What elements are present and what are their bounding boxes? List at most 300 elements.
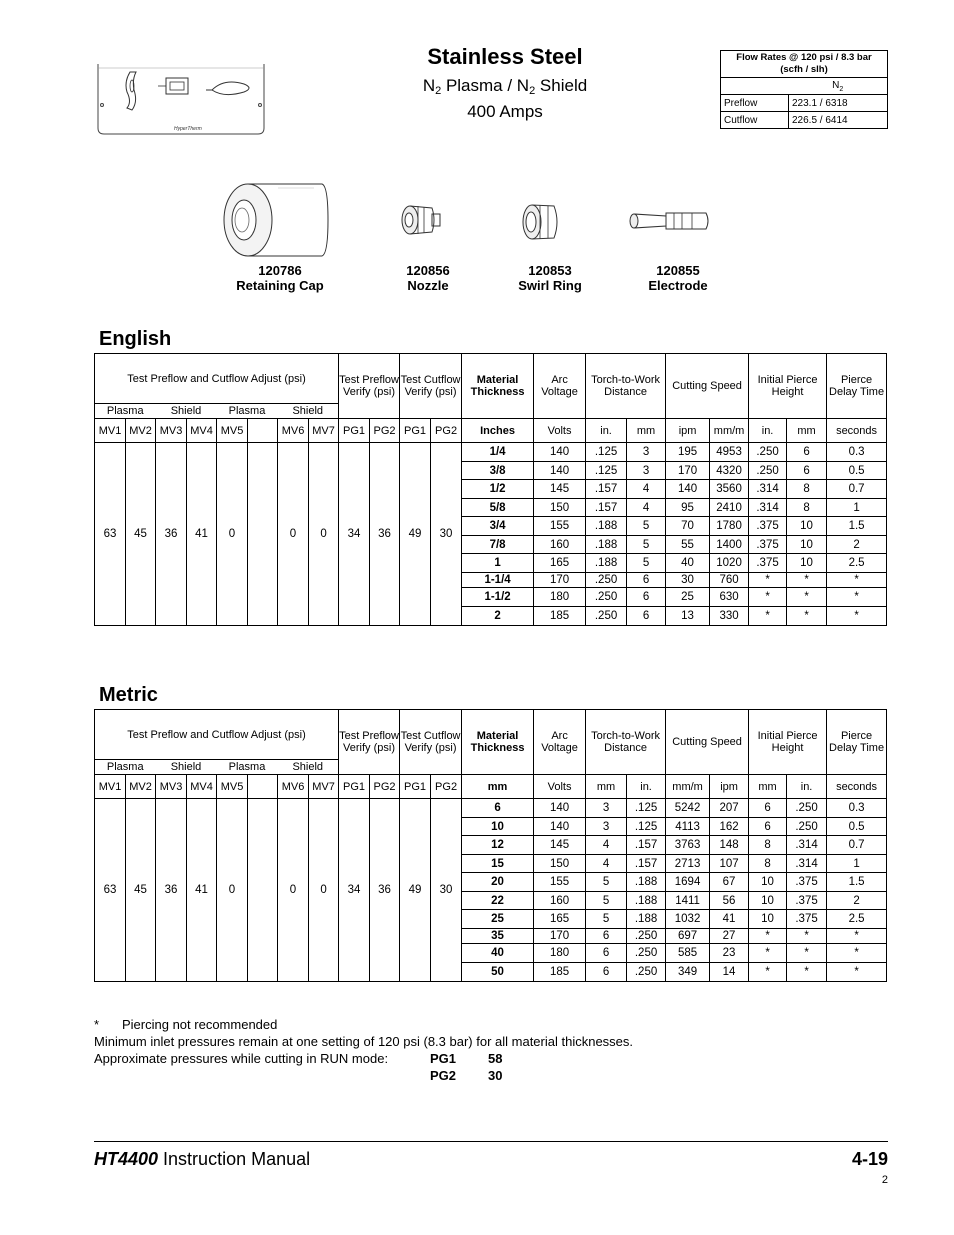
data-cell: 4320 xyxy=(710,462,749,480)
data-cell: 1-1/4 xyxy=(462,573,534,588)
data-cell: * xyxy=(787,963,827,982)
setting-cell: 34 xyxy=(339,443,370,626)
unit-cell: in. xyxy=(627,775,666,799)
data-cell: 10 xyxy=(787,536,827,554)
data-cell: .250 xyxy=(627,944,666,963)
data-cell: 95 xyxy=(666,499,710,517)
data-cell: 35 xyxy=(462,929,534,944)
unit-cell: in. xyxy=(749,419,787,443)
page-number: 4-19 xyxy=(851,1149,888,1169)
material-header: Material Thickness xyxy=(462,354,534,419)
setting-cell: 30 xyxy=(431,443,462,626)
data-cell: * xyxy=(827,607,887,626)
setting-cell: 41 xyxy=(187,799,217,982)
data-cell: 1/4 xyxy=(462,443,534,462)
pierce-height-header: Initial Pierce Height xyxy=(749,354,827,419)
data-cell: 140 xyxy=(534,799,586,818)
data-cell: 4 xyxy=(586,836,627,855)
data-cell: 1 xyxy=(827,855,887,873)
english-cut-chart-table xyxy=(94,353,887,626)
unit-cell: Volts xyxy=(534,419,586,443)
data-cell: * xyxy=(787,607,827,626)
adjust-header: Test Preflow and Cutflow Adjust (psi) xyxy=(95,710,339,760)
data-cell: 140 xyxy=(666,480,710,499)
unit-cell: Volts xyxy=(534,775,586,799)
data-cell: 155 xyxy=(534,517,586,536)
swirl-ring-drawing xyxy=(518,200,562,244)
data-cell: .314 xyxy=(749,499,787,517)
data-cell: 1020 xyxy=(710,554,749,573)
data-cell: 5 xyxy=(586,892,627,910)
footer-rule xyxy=(94,1141,888,1142)
data-cell: 1 xyxy=(827,499,887,517)
data-cell: 3 xyxy=(586,799,627,818)
arc-voltage-header: Arc Voltage xyxy=(534,354,586,419)
metric-section-title: Metric xyxy=(99,684,158,706)
data-cell: 170 xyxy=(534,573,586,588)
setting-cell: 45 xyxy=(126,799,156,982)
test-cutflow-header: Test Cutflow Verify (psi) xyxy=(400,354,462,419)
table-row xyxy=(95,799,887,818)
data-cell: .375 xyxy=(749,517,787,536)
data-cell: * xyxy=(827,573,887,588)
data-cell: 1-1/2 xyxy=(462,588,534,607)
data-cell: 50 xyxy=(462,963,534,982)
data-cell: 165 xyxy=(534,554,586,573)
pierce-delay-header: Pierce Delay Time xyxy=(827,710,887,775)
unit-cell: mm xyxy=(586,775,627,799)
shield-group-label-2: Shield xyxy=(278,404,339,419)
unit-cell: MV1 xyxy=(95,419,126,443)
unit-cell: mm xyxy=(627,419,666,443)
pg2-label: PG2 xyxy=(430,1068,457,1083)
manual-title: HT4400 Instruction Manual xyxy=(94,1149,311,1169)
unit-cell: MV3 xyxy=(156,775,187,799)
data-cell: * xyxy=(749,929,787,944)
data-cell: 5 xyxy=(627,517,666,536)
data-cell: 0.5 xyxy=(827,818,887,836)
arc-voltage-header: Arc Voltage xyxy=(534,710,586,775)
data-cell: .157 xyxy=(627,836,666,855)
consumable-retaining-cap: 120786 Retaining Cap xyxy=(236,263,324,293)
data-cell: .125 xyxy=(627,818,666,836)
data-cell: 1780 xyxy=(710,517,749,536)
data-cell: * xyxy=(827,944,887,963)
data-cell: 27 xyxy=(710,929,749,944)
data-cell: 20 xyxy=(462,873,534,892)
sheet-number: 2 xyxy=(881,1174,888,1186)
setting-cell xyxy=(248,443,278,626)
consumable-swirl-ring: 120853 Swirl Ring xyxy=(518,263,582,293)
speed-header: Cutting Speed xyxy=(666,354,749,419)
unit-cell: PG2 xyxy=(370,775,400,799)
torch-brand-label: HyperTherm xyxy=(174,126,202,132)
data-cell: 6 xyxy=(787,462,827,480)
data-cell: .188 xyxy=(627,892,666,910)
data-cell: * xyxy=(827,929,887,944)
data-cell: 8 xyxy=(749,836,787,855)
unit-cell: MV6 xyxy=(278,775,309,799)
data-cell: 697 xyxy=(666,929,710,944)
data-cell: 140 xyxy=(534,818,586,836)
consumable-electrode: 120855 Electrode xyxy=(648,263,708,293)
data-cell: .250 xyxy=(787,818,827,836)
note-inlet-pressure: Minimum inlet pressures remain at one setting of 120 psi (8.3 bar) for all material thicknesses. xyxy=(94,1034,634,1049)
unit-cell: seconds xyxy=(827,775,887,799)
data-cell: 150 xyxy=(534,855,586,873)
unit-cell: PG1 xyxy=(339,419,370,443)
data-cell: .250 xyxy=(787,799,827,818)
unit-cell: MV7 xyxy=(309,775,339,799)
data-cell: 6 xyxy=(586,963,627,982)
data-cell: 140 xyxy=(534,443,586,462)
flow-row-cutflow: Cutflow 226.5 / 6414 xyxy=(721,112,888,129)
setting-cell: 36 xyxy=(156,799,187,982)
data-cell: .125 xyxy=(627,799,666,818)
setting-cell: 0 xyxy=(278,443,309,626)
unit-cell: PG2 xyxy=(370,419,400,443)
unit-cell: mm xyxy=(462,775,534,799)
data-cell: 3 xyxy=(627,443,666,462)
plasma-group-label-2: Plasma xyxy=(217,760,278,775)
flow-rates-table xyxy=(720,50,888,129)
setting-cell: 41 xyxy=(187,443,217,626)
data-cell: 3560 xyxy=(710,480,749,499)
unit-cell: mm xyxy=(787,419,827,443)
data-cell: 2410 xyxy=(710,499,749,517)
data-cell: * xyxy=(749,944,787,963)
data-cell: 10 xyxy=(787,517,827,536)
data-cell: 4953 xyxy=(710,443,749,462)
data-cell: 6 xyxy=(627,607,666,626)
data-cell: * xyxy=(787,944,827,963)
unit-cell: MV5 xyxy=(217,419,248,443)
data-cell: 2.5 xyxy=(827,554,887,573)
setting-cell xyxy=(248,799,278,982)
unit-cell: PG2 xyxy=(431,419,462,443)
data-cell: .250 xyxy=(749,443,787,462)
data-cell: 1411 xyxy=(666,892,710,910)
data-cell: 6 xyxy=(749,799,787,818)
consumable-nozzle: 120856 Nozzle xyxy=(406,263,450,293)
data-cell: 23 xyxy=(710,944,749,963)
data-cell: .188 xyxy=(586,554,627,573)
pg1-label: PG1 xyxy=(430,1051,457,1066)
data-cell: 0.3 xyxy=(827,799,887,818)
data-cell: .157 xyxy=(586,499,627,517)
notes xyxy=(94,1016,633,1084)
setting-cell: 0 xyxy=(217,799,248,982)
setting-cell: 49 xyxy=(400,799,431,982)
data-cell: .250 xyxy=(627,963,666,982)
data-cell: 162 xyxy=(710,818,749,836)
adjust-header: Test Preflow and Cutflow Adjust (psi) xyxy=(95,354,339,404)
data-cell: 1694 xyxy=(666,873,710,892)
unit-cell: MV6 xyxy=(278,419,309,443)
data-cell: 195 xyxy=(666,443,710,462)
data-cell: 3/4 xyxy=(462,517,534,536)
setting-cell: 0 xyxy=(309,443,339,626)
data-cell: .314 xyxy=(749,480,787,499)
plasma-group-label-2: Plasma xyxy=(217,404,278,419)
unit-cell: MV1 xyxy=(95,775,126,799)
setting-cell: 0 xyxy=(217,443,248,626)
data-cell: 4 xyxy=(627,499,666,517)
unit-cell: Inches xyxy=(462,419,534,443)
data-cell: 12 xyxy=(462,836,534,855)
data-cell: 185 xyxy=(534,607,586,626)
plasma-group-label: Plasma xyxy=(95,760,156,775)
data-cell: 145 xyxy=(534,836,586,855)
page-title: Stainless Steel xyxy=(427,44,583,69)
nozzle-drawing xyxy=(396,200,444,240)
data-cell: 6 xyxy=(627,588,666,607)
data-cell: .125 xyxy=(586,462,627,480)
metric-cut-chart-table xyxy=(94,709,887,982)
data-cell: .250 xyxy=(586,588,627,607)
data-cell: .314 xyxy=(787,836,827,855)
unit-cell xyxy=(248,775,278,799)
data-cell: 630 xyxy=(710,588,749,607)
data-cell: .314 xyxy=(787,855,827,873)
unit-cell: mm xyxy=(749,775,787,799)
data-cell: 150 xyxy=(534,499,586,517)
pg1-value: 58 xyxy=(488,1051,503,1066)
data-cell: 3763 xyxy=(666,836,710,855)
data-cell: .157 xyxy=(627,855,666,873)
data-cell: 13 xyxy=(666,607,710,626)
data-cell: 0.7 xyxy=(827,480,887,499)
test-preflow-header: Test Preflow Verify (psi) xyxy=(339,354,400,419)
data-cell: 2713 xyxy=(666,855,710,873)
data-cell: 140 xyxy=(534,462,586,480)
data-cell: 6 xyxy=(787,443,827,462)
setting-cell: 49 xyxy=(400,443,431,626)
data-cell: .188 xyxy=(627,873,666,892)
data-cell: 4 xyxy=(586,855,627,873)
english-section-title: English xyxy=(99,328,172,350)
data-cell: 10 xyxy=(787,554,827,573)
data-cell: 15 xyxy=(462,855,534,873)
data-cell: 10 xyxy=(749,873,787,892)
data-cell: 1.5 xyxy=(827,873,887,892)
material-header: Material Thickness xyxy=(462,710,534,775)
setting-cell: 63 xyxy=(95,443,126,626)
data-cell: .375 xyxy=(749,554,787,573)
data-cell: 165 xyxy=(534,910,586,929)
data-cell: .250 xyxy=(627,929,666,944)
test-cutflow-header: Test Cutflow Verify (psi) xyxy=(400,710,462,775)
data-cell: 8 xyxy=(787,499,827,517)
data-cell: * xyxy=(787,929,827,944)
unit-cell: mm/m xyxy=(710,419,749,443)
data-cell: 2 xyxy=(462,607,534,626)
data-cell: 170 xyxy=(534,929,586,944)
flow-row-preflow: Preflow 223.1 / 6318 xyxy=(721,95,888,112)
data-cell: * xyxy=(787,588,827,607)
data-cell: 3/8 xyxy=(462,462,534,480)
data-cell: 349 xyxy=(666,963,710,982)
data-cell: 5 xyxy=(586,873,627,892)
data-cell: 145 xyxy=(534,480,586,499)
data-cell: 1 xyxy=(462,554,534,573)
data-cell: 5 xyxy=(586,910,627,929)
table-row xyxy=(95,443,887,462)
data-cell: 10 xyxy=(749,892,787,910)
data-cell: .157 xyxy=(586,480,627,499)
data-cell: .375 xyxy=(787,910,827,929)
data-cell: 30 xyxy=(666,573,710,588)
data-cell: 1/2 xyxy=(462,480,534,499)
setting-cell: 36 xyxy=(370,443,400,626)
data-cell: 4113 xyxy=(666,818,710,836)
pg2-value: 30 xyxy=(488,1068,503,1083)
data-cell: 1.5 xyxy=(827,517,887,536)
data-cell: .375 xyxy=(787,892,827,910)
data-cell: 67 xyxy=(710,873,749,892)
data-cell: * xyxy=(787,573,827,588)
data-cell: 40 xyxy=(666,554,710,573)
setting-cell: 0 xyxy=(278,799,309,982)
unit-cell: PG1 xyxy=(339,775,370,799)
shield-group-label-2: Shield xyxy=(278,760,339,775)
unit-cell: in. xyxy=(586,419,627,443)
data-cell: .250 xyxy=(749,462,787,480)
data-cell: 185 xyxy=(534,963,586,982)
data-cell: 10 xyxy=(749,910,787,929)
unit-cell: MV4 xyxy=(187,419,217,443)
data-cell: .125 xyxy=(586,443,627,462)
data-cell: 5/8 xyxy=(462,499,534,517)
data-cell: 160 xyxy=(534,892,586,910)
pierce-height-header: Initial Pierce Height xyxy=(749,710,827,775)
setting-cell: 36 xyxy=(370,799,400,982)
unit-cell: ipm xyxy=(666,419,710,443)
retaining-cap-drawing xyxy=(218,180,330,260)
data-cell: .375 xyxy=(787,873,827,892)
data-cell: 55 xyxy=(666,536,710,554)
plasma-group-label: Plasma xyxy=(95,404,156,419)
data-cell: 207 xyxy=(710,799,749,818)
data-cell: .375 xyxy=(749,536,787,554)
note-run-mode: Approximate pressures while cutting in RUN mode: xyxy=(94,1051,389,1066)
unit-cell: MV5 xyxy=(217,775,248,799)
data-cell: 10 xyxy=(462,818,534,836)
unit-cell: in. xyxy=(787,775,827,799)
data-cell: 160 xyxy=(534,536,586,554)
data-cell: 3 xyxy=(586,818,627,836)
data-cell: 6 xyxy=(462,799,534,818)
setting-cell: 34 xyxy=(339,799,370,982)
electrode-drawing xyxy=(626,205,712,237)
unit-cell: mm/m xyxy=(666,775,710,799)
data-cell: 170 xyxy=(666,462,710,480)
setting-cell: 0 xyxy=(309,799,339,982)
data-cell: 180 xyxy=(534,588,586,607)
data-cell: 6 xyxy=(586,929,627,944)
data-cell: * xyxy=(827,588,887,607)
data-cell: 148 xyxy=(710,836,749,855)
data-cell: .250 xyxy=(586,573,627,588)
unit-cell: MV4 xyxy=(187,775,217,799)
unit-cell: PG1 xyxy=(400,419,431,443)
setting-cell: 63 xyxy=(95,799,126,982)
data-cell: 22 xyxy=(462,892,534,910)
data-cell: 107 xyxy=(710,855,749,873)
data-cell: 14 xyxy=(710,963,749,982)
gas-subtitle: $N_2$ Plasma / $N_2$ Shield xyxy=(422,76,588,97)
unit-cell: MV7 xyxy=(309,419,339,443)
data-cell: * xyxy=(749,573,787,588)
setting-cell: 36 xyxy=(156,443,187,626)
data-cell: .188 xyxy=(586,517,627,536)
data-cell: 585 xyxy=(666,944,710,963)
data-cell: 6 xyxy=(749,818,787,836)
data-cell: 1400 xyxy=(710,536,749,554)
data-cell: 5 xyxy=(627,536,666,554)
data-cell: 25 xyxy=(462,910,534,929)
speed-header: Cutting Speed xyxy=(666,710,749,775)
data-cell: .188 xyxy=(586,536,627,554)
data-cell: 8 xyxy=(749,855,787,873)
data-cell: * xyxy=(749,607,787,626)
data-cell: 180 xyxy=(534,944,586,963)
data-cell: 0.3 xyxy=(827,443,887,462)
pierce-delay-header: Pierce Delay Time xyxy=(827,354,887,419)
test-preflow-header: Test Preflow Verify (psi) xyxy=(339,710,400,775)
data-cell: 1032 xyxy=(666,910,710,929)
data-cell: 7/8 xyxy=(462,536,534,554)
shield-group-label: Shield xyxy=(156,760,217,775)
unit-cell: PG2 xyxy=(431,775,462,799)
unit-cell: MV3 xyxy=(156,419,187,443)
data-cell: 2 xyxy=(827,536,887,554)
unit-cell: MV2 xyxy=(126,775,156,799)
unit-cell xyxy=(248,419,278,443)
data-cell: * xyxy=(749,588,787,607)
data-cell: .250 xyxy=(586,607,627,626)
data-cell: 3 xyxy=(627,462,666,480)
data-cell: 330 xyxy=(710,607,749,626)
distance-header: Torch-to-Work Distance xyxy=(586,354,666,419)
data-cell: 4 xyxy=(627,480,666,499)
data-cell: 40 xyxy=(462,944,534,963)
data-cell: 5 xyxy=(627,554,666,573)
flow-rates-title: Flow Rates @ 120 psi / 8.3 bar (scfh / slh) xyxy=(721,51,888,78)
footnote-text: Piercing not recommended xyxy=(122,1017,278,1032)
data-cell: 2.5 xyxy=(827,910,887,929)
data-cell: 41 xyxy=(710,910,749,929)
setting-cell: 45 xyxy=(126,443,156,626)
data-cell: 760 xyxy=(710,573,749,588)
data-cell: 56 xyxy=(710,892,749,910)
distance-header: Torch-to-Work Distance xyxy=(586,710,666,775)
data-cell: 2 xyxy=(827,892,887,910)
data-cell: .188 xyxy=(627,910,666,929)
data-cell: 25 xyxy=(666,588,710,607)
unit-cell: PG1 xyxy=(400,775,431,799)
data-cell: 8 xyxy=(787,480,827,499)
data-cell: 70 xyxy=(666,517,710,536)
unit-cell: ipm xyxy=(710,775,749,799)
data-cell: 6 xyxy=(586,944,627,963)
torch-illustration xyxy=(94,58,274,138)
flow-gas-header: $N_2$ xyxy=(789,78,888,95)
data-cell: 6 xyxy=(627,573,666,588)
data-cell: 0.7 xyxy=(827,836,887,855)
data-cell: 0.5 xyxy=(827,462,887,480)
unit-cell: seconds xyxy=(827,419,887,443)
